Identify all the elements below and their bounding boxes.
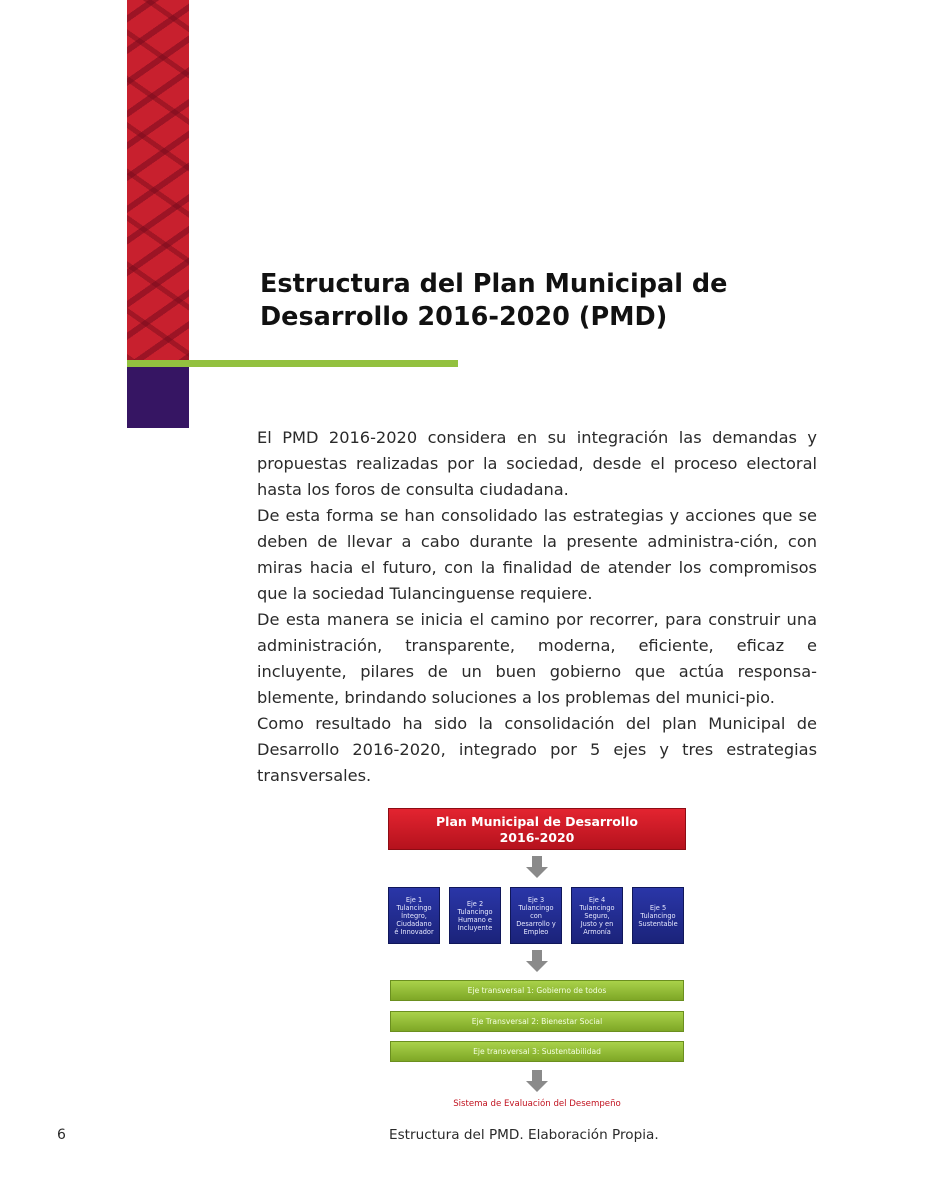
decorative-green-rule [127, 360, 458, 367]
diagram-title-line2: 2016-2020 [499, 830, 575, 845]
decorative-purple-block [127, 367, 189, 428]
down-arrow-icon [526, 856, 548, 878]
eje-1-label: Eje 1 Tulancingo Íntegro, Ciudadano é Innovador [394, 895, 434, 936]
transversal-3-box: Eje transversal 3: Sustentabilidad [390, 1041, 684, 1062]
paragraph: De esta manera se inicia el camino por recorrer, para construir una administración, transparente, moderna, eficiente, eficaz e incluyente, pilares de un buen gobierno que actúa responsa-blemente, brindando soluciones a los problemas del munici-pio. [257, 610, 817, 707]
eje-1-box [388, 887, 440, 944]
transversal-2-box: Eje Transversal 2: Bienestar Social [390, 1011, 684, 1032]
paragraph: Como resultado ha sido la consolidación del plan Municipal de Desarrollo 2016-2020, integrado por 5 ejes y tres estrategias transversales. [257, 714, 817, 785]
paragraph: De esta forma se han consolidado las estrategias y acciones que se deben de llevar a cabo durante la presente administra-ción, con miras hacia el futuro, con la finalidad de atender los compromisos que la sociedad Tulancinguense requiere. [257, 506, 817, 603]
diagram-title-line1: Plan Municipal de Desarrollo [436, 814, 638, 829]
eje-4-box [571, 887, 623, 944]
diagram-title-box [388, 808, 686, 850]
eje-2-box [449, 887, 501, 944]
eje-3-box [510, 887, 562, 944]
eje-2-label: Eje 2 Tulancingo Humano e Incluyente [457, 899, 493, 932]
eje-5-box [632, 887, 684, 944]
down-arrow-icon [526, 1070, 548, 1092]
transversal-1-box: Eje transversal 1: Gobierno de todos [390, 980, 684, 1001]
pmd-structure-diagram [388, 808, 686, 1118]
paragraph: El PMD 2016-2020 considera en su integración las demandas y propuestas realizadas por la sociedad, desde el proceso electoral hasta los foros de consulta ciudadana. [257, 428, 817, 499]
sistema-evaluacion-label: Sistema de Evaluación del Desempeño [453, 1099, 621, 1109]
figure-caption: Estructura del PMD. Elaboración Propia. [389, 1127, 659, 1143]
body-text [257, 425, 817, 789]
decorative-red-band [127, 0, 189, 360]
eje-3-label: Eje 3 Tulancingo con Desarrollo y Empleo [516, 895, 556, 936]
page-title-line2: Desarrollo 2016-2020 (PMD) [260, 302, 668, 332]
page-title-line1: Estructura del Plan Municipal de [260, 269, 728, 299]
page-number: 6 [57, 1127, 66, 1143]
page-title [260, 268, 860, 334]
down-arrow-icon [526, 950, 548, 972]
ejes-row [388, 887, 686, 944]
eje-4-label: Eje 4 Tulancingo Seguro, Justo y en Armonía [579, 895, 615, 936]
eje-5-label: Eje 5 Tulancingo Sustentable [638, 903, 678, 928]
